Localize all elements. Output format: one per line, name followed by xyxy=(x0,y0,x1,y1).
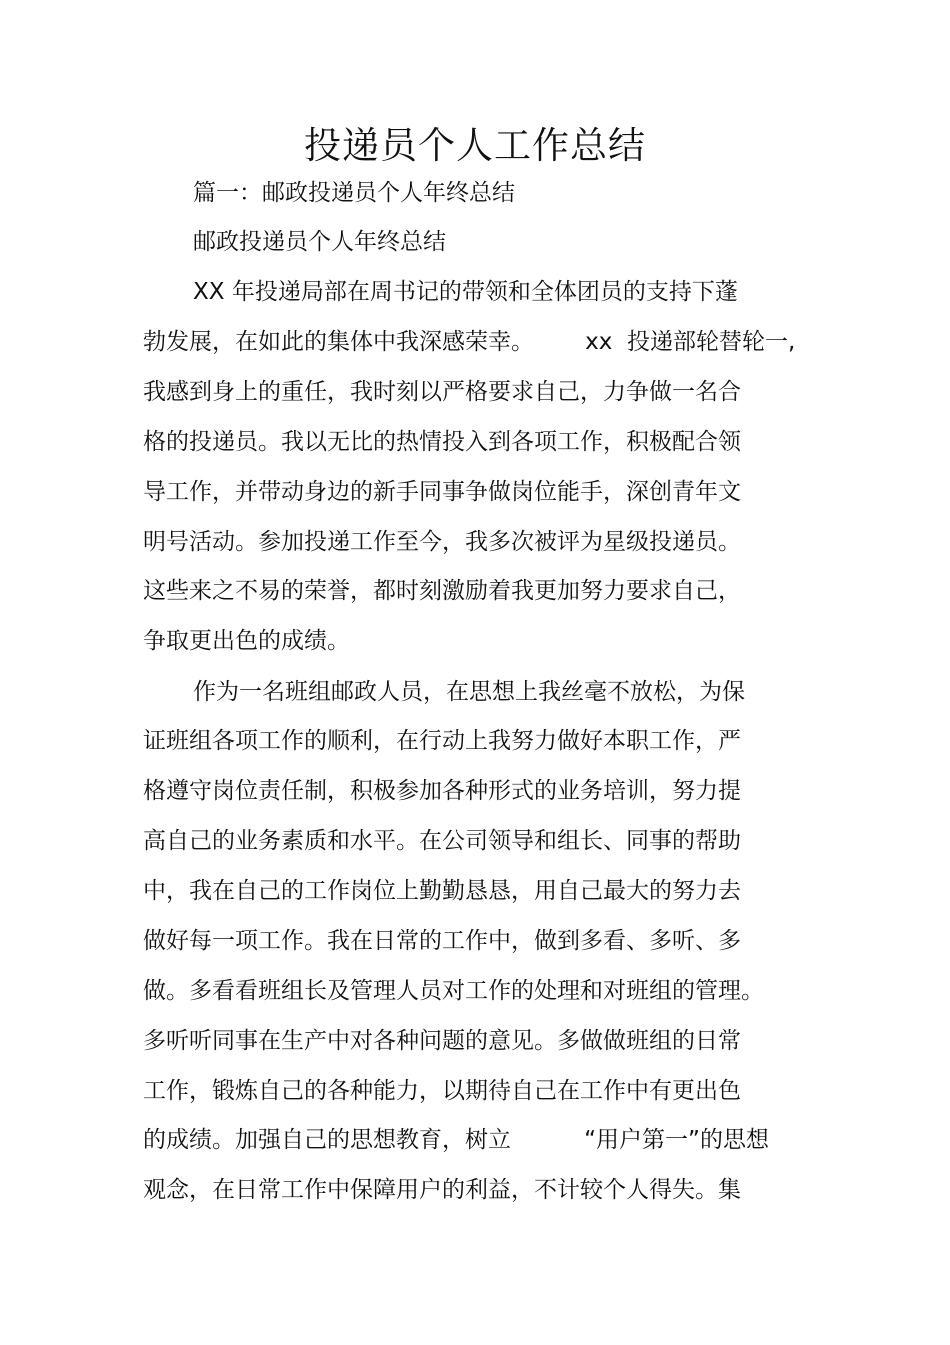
text-line: 做。多看看班组长及管理人员对工作的处理和对班组的管理。 xyxy=(143,978,764,1004)
text-line: 导工作，并带动身边的新手同事争做岗位能手，深创青年文 xyxy=(143,479,741,505)
document-title: 投递员个人工作总结 xyxy=(304,124,646,167)
text-line: 观念，在日常工作中保障用户的利益，不计较个人得失。集 xyxy=(143,1177,741,1203)
text-line: 证班组各项工作的顺利，在行动上我努力做好本职工作，严 xyxy=(143,728,741,754)
text-line: 勃发展，在如此的集体中我深感荣幸。 xx 投递部轮替轮一, xyxy=(143,329,796,355)
text-line: 我感到身上的重任，我时刻以严格要求自己，力争做一名合 xyxy=(143,379,741,405)
text-line: 这些来之不易的荣誉，都时刻激励着我更加努力要求自己， xyxy=(143,578,741,604)
text-line: 多听听同事在生产中对各种问题的意见。多做做班组的日常 xyxy=(143,1028,741,1054)
text-line: 作为一名班组邮政人员，在思想上我丝毫不放松，为保 xyxy=(193,679,745,705)
text-line: 做好每一项工作。我在日常的工作中，做到多看、多听、多 xyxy=(143,928,741,954)
text-line: 明号活动。参加投递工作至今，我多次被评为星级投递员。 xyxy=(143,529,741,555)
text-line: XX 年投递局部在周书记的带领和全体团员的支持下蓬 xyxy=(193,279,738,305)
text-line: 中，我在自己的工作岗位上勤勤恳恳，用自己最大的努力去 xyxy=(143,878,741,904)
text-line: 工作，锻炼自己的各种能力，以期待自己在工作中有更出色 xyxy=(143,1078,741,1104)
section-heading: 邮政投递员个人年终总结 xyxy=(193,229,446,255)
text-line: 争取更出色的成绩。 xyxy=(143,628,350,654)
text-line: 高自己的业务素质和水平。在公司领导和组长、同事的帮助 xyxy=(143,828,741,854)
document-subtitle: 篇一：邮政投递员个人年终总结 xyxy=(193,180,515,206)
text-line: 格的投递员。我以无比的热情投入到各项工作，积极配合领 xyxy=(143,429,741,455)
text-line: 格遵守岗位责任制，积极参加各种形式的业务培训，努力提 xyxy=(143,778,741,804)
text-line: 的成绩。加强自己的思想教育，树立 “用户第一”的思想 xyxy=(143,1127,769,1153)
